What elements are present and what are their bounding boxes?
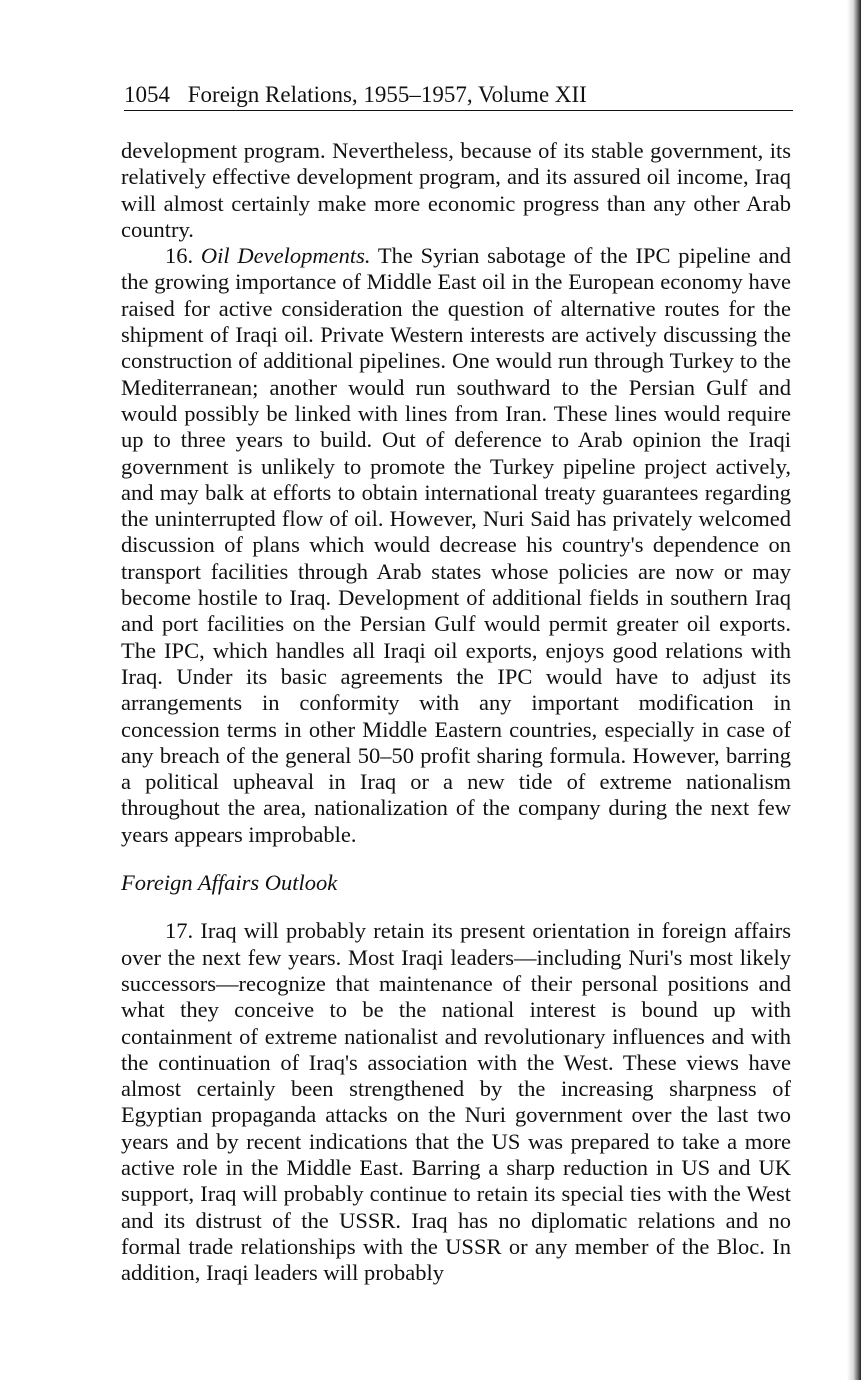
running-header: [124, 80, 793, 111]
paragraph-text: The Syrian sabotage of the IPC pipeline and the growing importance of Middle East oil in the European economy have raised for active consideration the question of alternative routes for the shipment of Iraqi oil. Private Western interests are actively discussing the construction of additional pipelines. One would run through Turkey to the Mediterranean; another would run southward to the Persian Gulf and would possibly be linked with lines from Iran. These lines would require up to three years to build. Out of deference to Arab opinion the Iraqi government is unlikely to promote the Turkey pipeline project actively, and may balk at efforts to obtain international treaty guarantees regarding the uninterrupted flow of oil. However, Nuri Said has privately welcomed discussion of plans which would decrease his country's dependence on transport facilities through Arab states whose policies are now or may become hostile to Iraq. Development of additional fields in southern Iraq and port facilities on the Persian Gulf would permit greater oil exports. The IPC, which handles all Iraqi oil exports, enjoys good relations with Iraq. Under its basic agreements the IPC would have to adjust its arrangements in conformity with any important modification in concession terms in other Middle Eastern countries, especially in case of any breach of the general 50–50 profit sharing formula. However, barring a political upheaval in Iraq or a new tide of extreme nationalism throughout the area, nationalization of the company during the next few years appears improbable.: [121, 243, 791, 847]
body-text: [121, 138, 791, 1286]
paragraph-number: 17.: [165, 918, 194, 944]
paragraph-17: [121, 918, 791, 1286]
section-heading: Foreign Affairs Outlook: [121, 870, 338, 896]
paragraph-text: Iraq will probably retain its present orientation in foreign affairs over the next few years. Most Iraqi leaders—including Nuri's most likely successors—recognize that maintenance of their personal positions and what they conceive to be the national interest is bound up with containment of extreme nationalist and revolutionary influences and with the continuation of Iraq's association with the West. These views have almost certainly been strengthened by the increasing sharpness of Egyptian propaganda attacks on the Nuri government over the last two years and by recent indications that the US was prepared to take a more active role in the Middle East. Barring a sharp reduction in US and UK support, Iraq will probably continue to retain its special ties with the West and its distrust of the USSR. Iraq has no diplomatic relations and no formal trade relationships with the USSR or any member of the Bloc. In addition, Iraqi leaders will probably: [121, 918, 792, 1286]
paragraph-number: 16.: [165, 243, 194, 269]
paragraph-run-in-heading: Oil Developments.: [200, 243, 371, 269]
page-number: 1054: [124, 82, 170, 107]
page-edge-shadow: [847, 0, 861, 1380]
paragraph-15-continued: development program. Nevertheless, because of its stable government, its relatively effective development program, and its assured oil income, Iraq will almost certainly make more economic progress than any other Arab country.: [121, 138, 791, 242]
paragraph-16: [121, 243, 791, 848]
volume-title: Foreign Relations, 1955–1957, Volume XII: [187, 82, 587, 107]
